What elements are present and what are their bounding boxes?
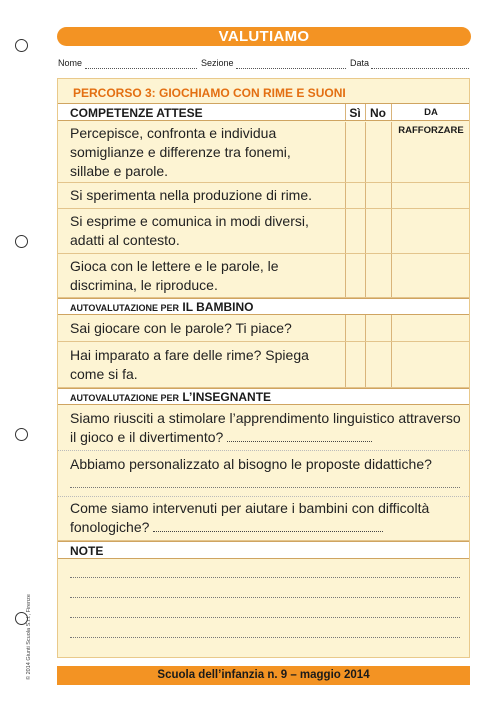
note-header [58, 541, 469, 559]
footer-banner [57, 666, 470, 685]
table-row [58, 405, 469, 451]
footer-text: Scuola dell’infanzia n. 9 – maggio 2014 [157, 669, 370, 681]
binder-hole [15, 428, 28, 441]
rafforzare-header: DA RAFFORZARE [398, 107, 464, 136]
table-header [58, 103, 469, 136]
table-row [58, 342, 469, 388]
note-line[interactable] [70, 577, 460, 578]
note-line[interactable] [70, 597, 460, 598]
si-header: Sì [349, 106, 361, 120]
insegnante-question: Abbiamo personalizzato al bisogno le proposte didattiche? [70, 456, 432, 472]
copyright-notice: © 2014 Giunti Scuola S.r.l., Firenze [26, 594, 32, 680]
insegnante-question: Siamo riusciti a stimolare l’apprendimento linguistico attraverso il gioco e il divertimento? [70, 410, 461, 445]
bambino-header-small: AUTOVALUTAZIONE PER [70, 303, 180, 313]
answer-line[interactable] [153, 519, 383, 532]
name-label: Nome [58, 58, 83, 68]
note-line[interactable] [70, 617, 460, 618]
insegnante-header-big: L’INSEGNANTE [182, 390, 272, 404]
page-title: VALUTIAMO [218, 28, 310, 45]
table-row [58, 497, 469, 541]
competenza-text: Gioca con le lettere e le parole, le discrimina, le riproduce. [70, 258, 279, 293]
competenza-text: Percepisce, confronta e individua somiglianze e differenze tra fonemi, sillabe e parole. [70, 125, 291, 179]
section-title: PERCORSO 3: GIOCHIAMO CON RIME E SUONI [73, 86, 346, 100]
answer-line[interactable] [70, 487, 460, 488]
table-row [58, 451, 469, 497]
student-info-row [58, 58, 470, 72]
insegnante-question: Come siamo intervenuti per aiutare i bambini con difficoltà fonologiche? [70, 500, 430, 535]
name-field[interactable] [85, 59, 197, 69]
section-field[interactable] [236, 59, 346, 69]
bambino-header-big: IL BAMBINO [182, 300, 254, 314]
competenze-header: COMPETENZE ATTESE [70, 106, 203, 120]
bambino-question: Sai giocare con le parole? Ti piace? [70, 320, 292, 336]
table-row [58, 122, 469, 183]
binder-hole [15, 235, 28, 248]
no-header: No [370, 106, 386, 120]
table-row [58, 254, 469, 298]
date-label: Data [350, 58, 370, 68]
bambino-header [58, 298, 469, 315]
answer-line[interactable] [227, 429, 372, 442]
table-row [58, 315, 469, 342]
insegnante-header [58, 388, 469, 405]
section-label: Sezione [201, 58, 234, 68]
bambino-question: Hai imparato a fare delle rime? Spiega come si fa. [70, 347, 309, 382]
insegnante-header-small: AUTOVALUTAZIONE PER [70, 393, 180, 403]
page-title-banner [57, 27, 471, 46]
competenza-text: Si esprime e comunica in modi diversi, adatti al contesto. [70, 213, 309, 248]
evaluation-sheet [57, 78, 470, 658]
competenza-text: Si sperimenta nella produzione di rime. [70, 187, 313, 203]
binder-hole [15, 39, 28, 52]
note-line[interactable] [70, 637, 460, 638]
table-row [58, 183, 469, 209]
date-field[interactable] [371, 59, 469, 69]
table-row [58, 209, 469, 254]
note-label: NOTE [70, 544, 104, 558]
